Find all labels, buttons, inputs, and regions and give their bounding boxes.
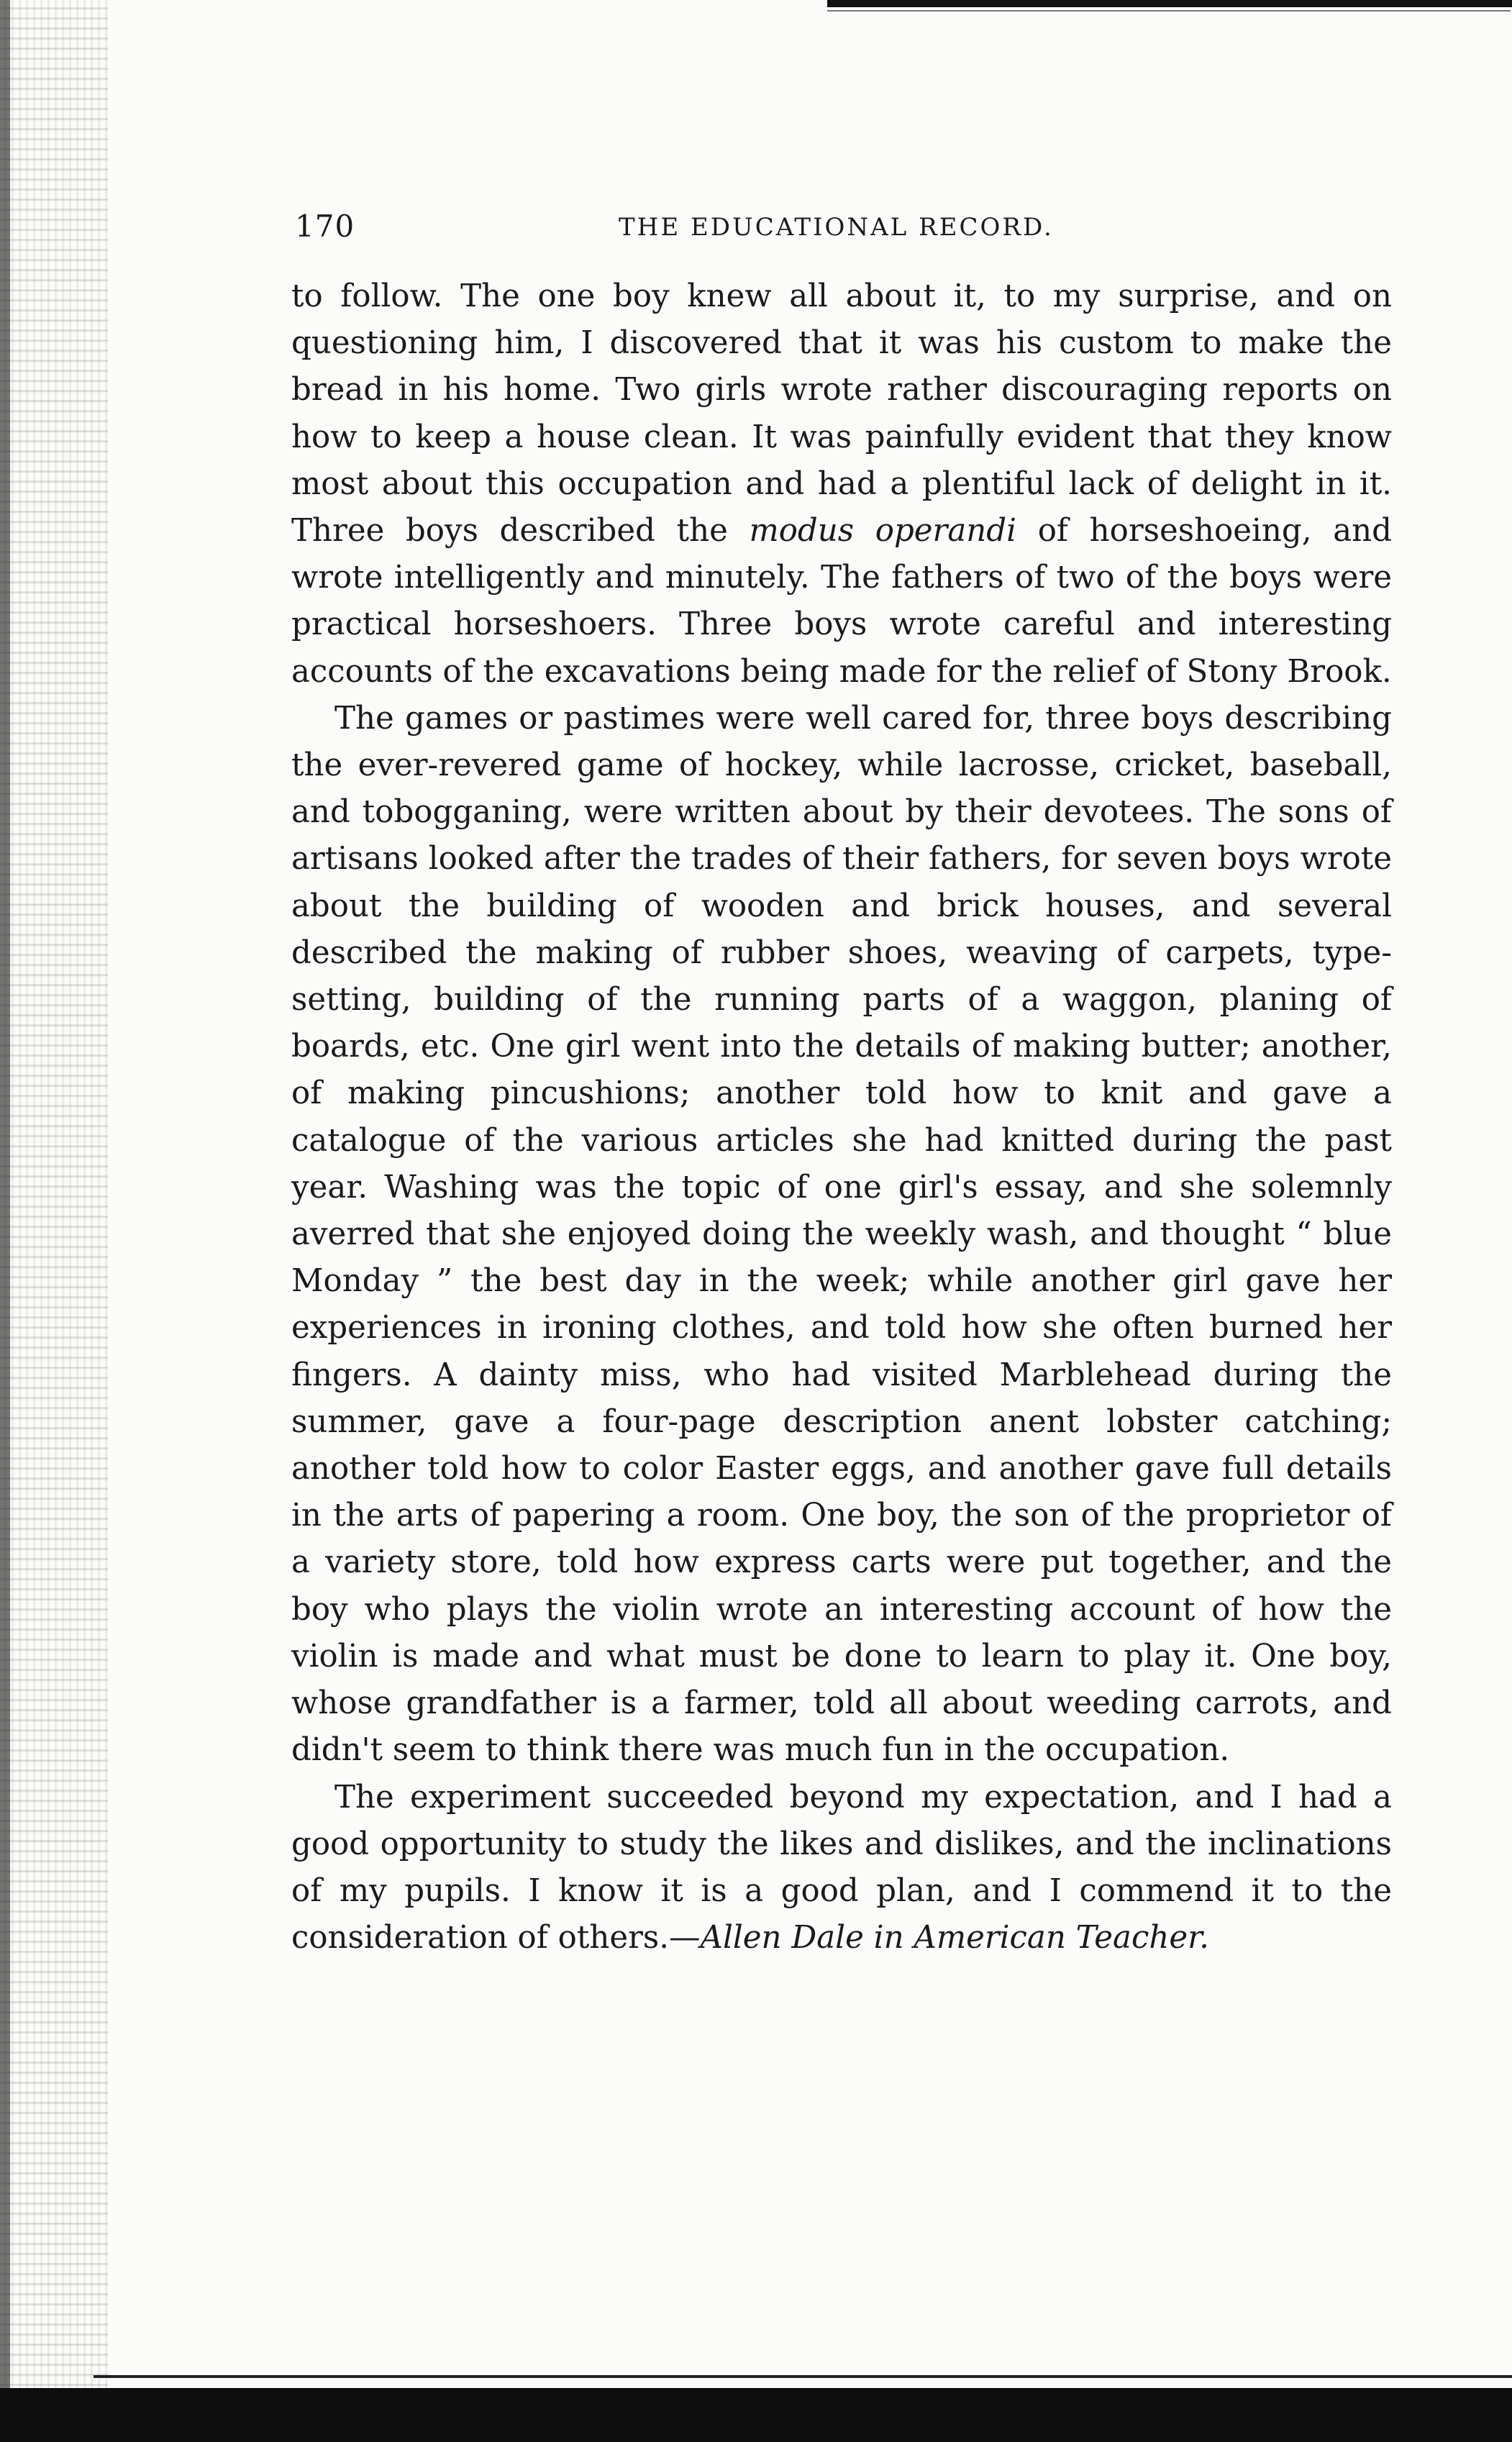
paragraph-2 — [291, 696, 1392, 1774]
attribution: Allen Dale in American Teacher. — [700, 1920, 1209, 1956]
paragraph-3 — [291, 1774, 1392, 1962]
bottom-scan-band — [0, 2388, 1512, 2442]
binding-strip — [0, 0, 108, 2442]
paragraph-3-text: The experiment succeeded beyond my expectation, and I had a good opportunity to study the likes and dislikes, and the inclinations of my pupils. I know it is a good plan, and I commend it to the consideration of others.— — [291, 1779, 1392, 1956]
running-title: THE EDUCATIONAL RECORD. — [619, 213, 1054, 242]
paragraph-1 — [291, 273, 1392, 696]
top-edge-rule — [827, 0, 1512, 7]
page-number: 170 — [295, 209, 355, 244]
bottom-rule — [94, 2375, 1512, 2378]
paragraph-1-italic-modus-operandi: modus operandi — [749, 513, 1017, 550]
top-edge-thin-rule — [827, 10, 1511, 12]
paragraph-1-text-a: to follow. The one boy knew all about it, to my surprise, and on questioning him, I discovered that it was his custom to make the bread in his home. Two girls wrote rather discouraging reports on how to keep a house clean. It was painfully evident that they know most about this occupation and had a plentiful lack of delight in it. Three boys described the — [291, 278, 1392, 550]
binding-edge — [0, 0, 10, 2442]
paragraph-2-text: The games or pastimes were well cared for, three boys describing the ever-revered game of hockey, while lacrosse, cricket, baseball, and tobogganing, were written about by their devotees. The sons of artisans looked after the trades of their fathers, for seven boys wrote about the building of wooden and brick houses, and several described the making of rubber shoes, weaving of carpets, type-setting, building of the running parts of a waggon, planing of boards, etc. One girl went into the details of making butter; another, of making pincushions; another told how to knit and gave a catalogue of the various articles she had knitted during the past year. Washing was the topic of one girl's essay, and she solemnly averred that she enjoyed doing the weekly wash, and thought “ blue Monday ” the best day in the week; while another girl gave her experiences in ironing clothes, and told how she often burned her fingers. A dainty miss, who had visited Marblehead during the summer, gave a four-page description anent lobster catching; another told how to color Easter eggs, and another gave full details in the arts of papering a room. One boy, the son of the proprietor of a variety store, told how express carts were put together, and the boy who plays the violin wrote an interesting account of how the violin is made and what must be done to learn to play it. One boy, whose grandfather is a farmer, told all about weeding carrots, and didn't seem to think there was much fun in the occupation. — [291, 700, 1392, 1769]
article-body — [291, 273, 1392, 1962]
page-header — [295, 209, 1388, 252]
paragraph-1-text-b: of horseshoeing, and wrote intelligently and minutely. The fathers of two of the boys were practical horseshoers. Three boys wrote careful and interesting accounts of the excavations being made for the relief of Stony Brook. — [291, 513, 1393, 690]
